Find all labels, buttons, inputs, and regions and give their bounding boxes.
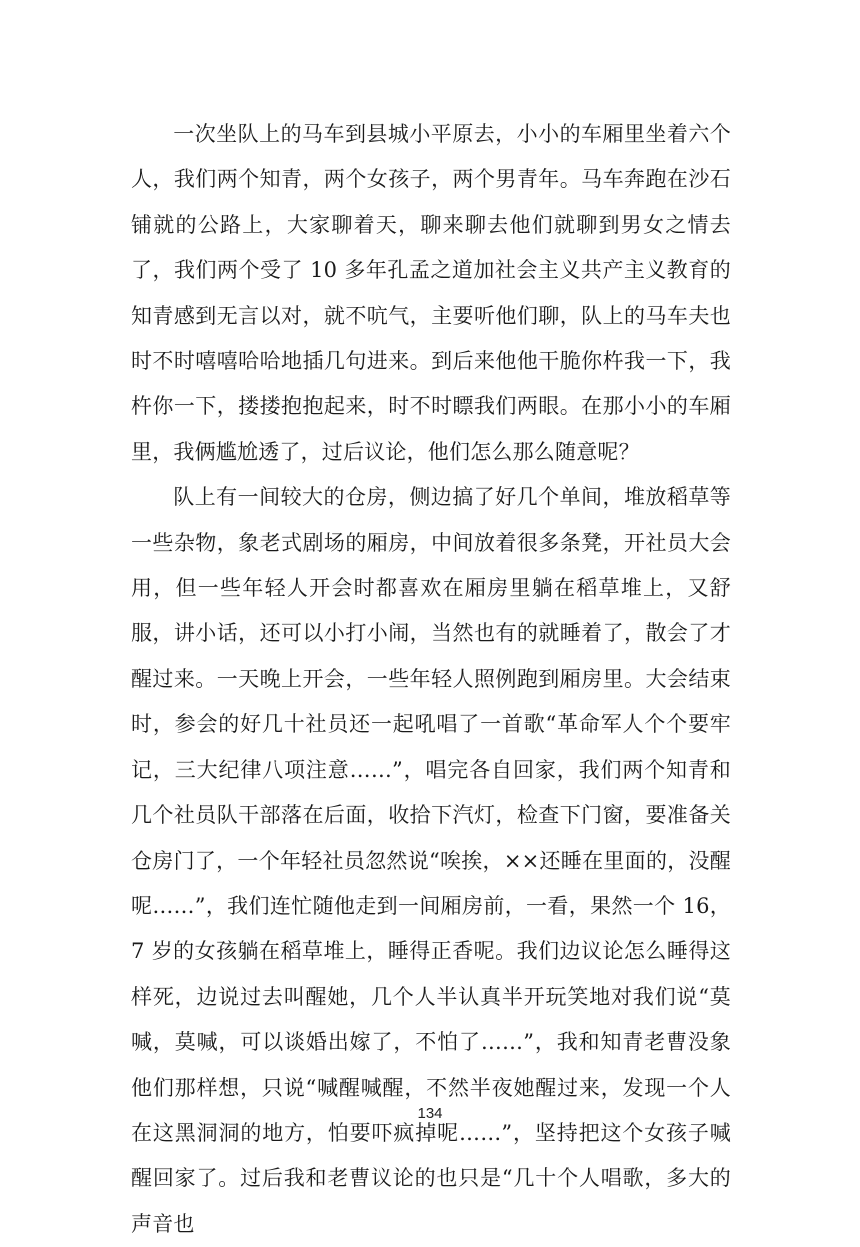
paragraph-2 — [131, 475, 731, 1247]
paragraph-2-text: 队上有一间较大的仓房，侧边搞了好几个单间，堆放稻草等一些杂物，象老式剧场的厢房，中间放着很多条凳，开社员大会用，但一些年轻人开会时都喜欢在厢房里躺在稻草堆上，又舒服，讲小话，还可以小打小闹，当然也有的就睡着了，散会了才醒过来。一天晚上开会，一些年轻人照例跑到厢房里。大会结束时，参会的好几十社员还一起吼唱了一首歌“革命军人个个要牢记，三大纪律八项注意……”，唱完各自回家，我们两个知青和几个社员队干部落在后面，收拾下汽灯，检查下门窗，要准备关仓房门了，一个年轻社员忽然说“唉挨，××还睡在里面的，没醒呢……”，我们连忙随他走到一间厢房前，一看，果然一个 16，7 岁的女孩躺在稻草堆上，睡得正香呢。我们边议论怎么睡得这样死，边说过去叫醒她，几个人半认真半开玩笑地对我们说“莫喊，莫喊，可以谈婚出嫁了，不怕了……”，我和知青老曹没象他们那样想，只说“喊醒喊醒，不然半夜她醒过来，发现一个人在这黑洞洞的地方，怕要吓疯掉呢……”，坚持把这个女孩子喊醒回家了。过后我和老曹议论的也只是“几十个人唱歌，多大的声音也 — [131, 485, 731, 1236]
paragraph-1-text: 一次坐队上的马车到县城小平原去，小小的车厢里坐着六个人，我们两个知青，两个女孩子，两个男青年。马车奔跑在沙石铺就的公路上，大家聊着天，聊来聊去他们就聊到男女之情去了，我们两个受了 10 多年孔孟之道加社会主义共产主义教育的知青感到无言以对，就不吭气，主要听他们聊，队上的马车夫也时不时嘻嘻哈哈地插几句进来。到后来他他干脆你杵我一下，我杵你一下，搂搂抱抱起来，时不时瞟我们两眼。在那小小的车厢里，我俩尴尬透了，过后议论，他们怎么那么随意呢？ — [131, 122, 731, 464]
body-text — [131, 112, 731, 1247]
page-number: 134 — [417, 1105, 443, 1122]
paragraph-1 — [131, 112, 731, 475]
